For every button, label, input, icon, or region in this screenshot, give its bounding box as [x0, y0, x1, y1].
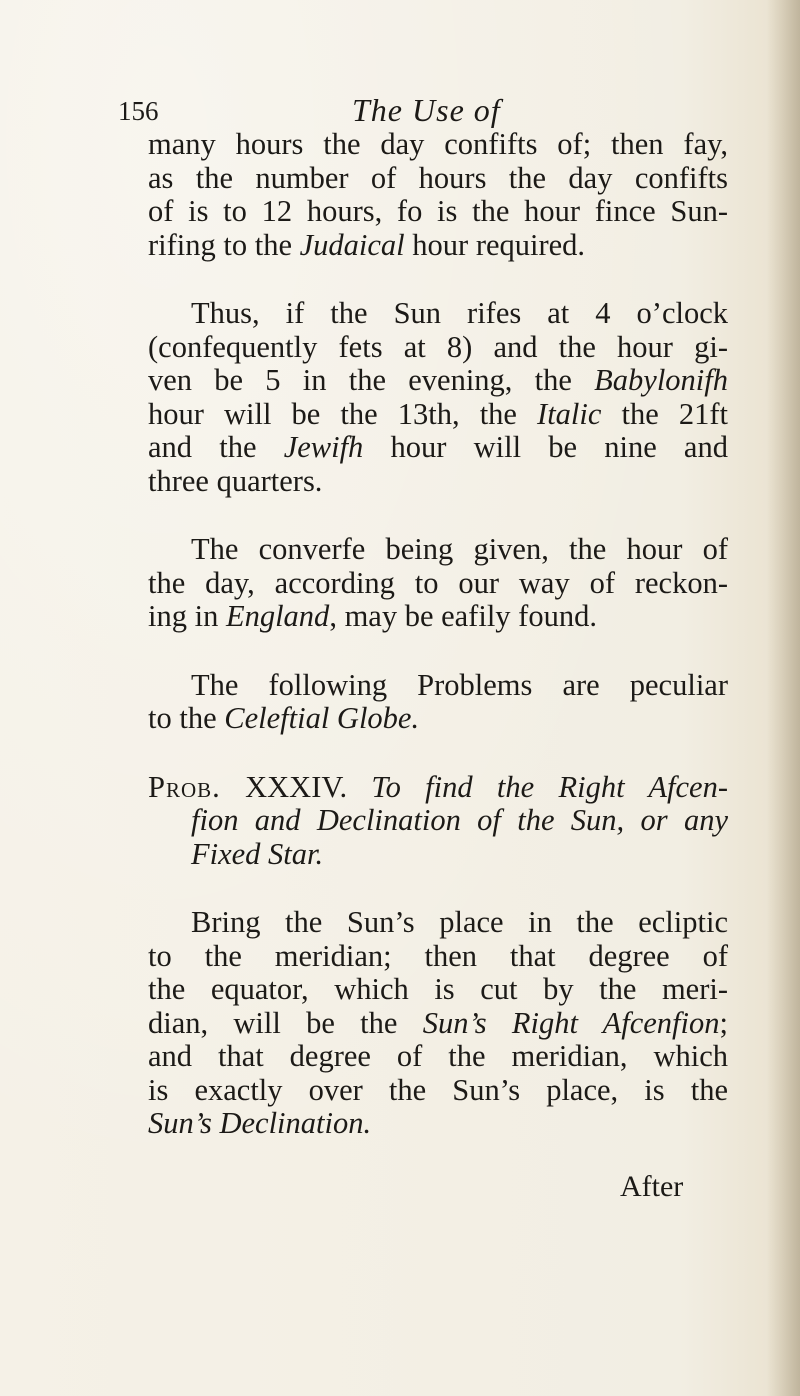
page-edge-shadow	[766, 0, 800, 1396]
running-head: The Use of	[352, 92, 501, 128]
text-line: is exactly over the Sun’s place, is the	[148, 1072, 728, 1107]
paragraph	[148, 297, 728, 498]
text-line: and that degree of the meridian, which	[148, 1039, 728, 1073]
text-line: of is to 12 hours, fo is the hour fince Sun-	[148, 194, 728, 228]
text-line: rifing to the Judaical hour required.	[148, 227, 586, 262]
body-text	[148, 128, 728, 1141]
text-line: hour will be the 13th, the Italic the 21ft	[148, 396, 728, 431]
paragraph	[148, 128, 728, 262]
text-line: (confequently fets at 8) and the hour gi-	[148, 329, 728, 364]
text-line: Prob. XXXIV. To find the Right Afcen-	[148, 769, 728, 804]
text-line: to the meridian; then that degree of	[148, 938, 728, 973]
text-line: The converfe being given, the hour of	[191, 532, 728, 566]
text-line: dian, will be the Sun’s Right Afcenfion;	[148, 1005, 728, 1040]
text-line: Thus, if the Sun rifes at 4 o’clock	[191, 296, 728, 330]
text-line: the day, according to our way of reckon-	[148, 565, 728, 600]
text-line: Sun’s Declination.	[148, 1106, 372, 1140]
text-line: Fixed Star.	[191, 836, 324, 871]
text-line: to the Celeftial Globe.	[148, 701, 420, 735]
text-line: Bring the Sun’s place in the ecliptic	[191, 905, 728, 939]
text-line: as the number of hours the day confifts	[148, 160, 728, 195]
page-number: 156	[118, 96, 159, 126]
problem-heading	[148, 771, 728, 872]
text-line: many hours the day confifts of; then fay,	[148, 127, 728, 161]
text-line: The following Problems are peculiar	[191, 667, 728, 702]
text-line: the equator, which is cut by the meri-	[148, 972, 728, 1006]
text-line: three quarters.	[148, 463, 323, 498]
paragraph	[148, 533, 728, 634]
paragraph	[148, 906, 728, 1141]
text-line: fion and Declination of the Sun, or any	[191, 803, 728, 837]
paragraph	[148, 669, 728, 736]
text-line: and the Jewifh hour will be nine and	[148, 430, 728, 464]
text-line: ven be 5 in the evening, the Babylonifh	[148, 363, 728, 397]
catchword: After	[620, 1170, 684, 1203]
text-line: ing in England, may be eafily found.	[148, 599, 597, 633]
